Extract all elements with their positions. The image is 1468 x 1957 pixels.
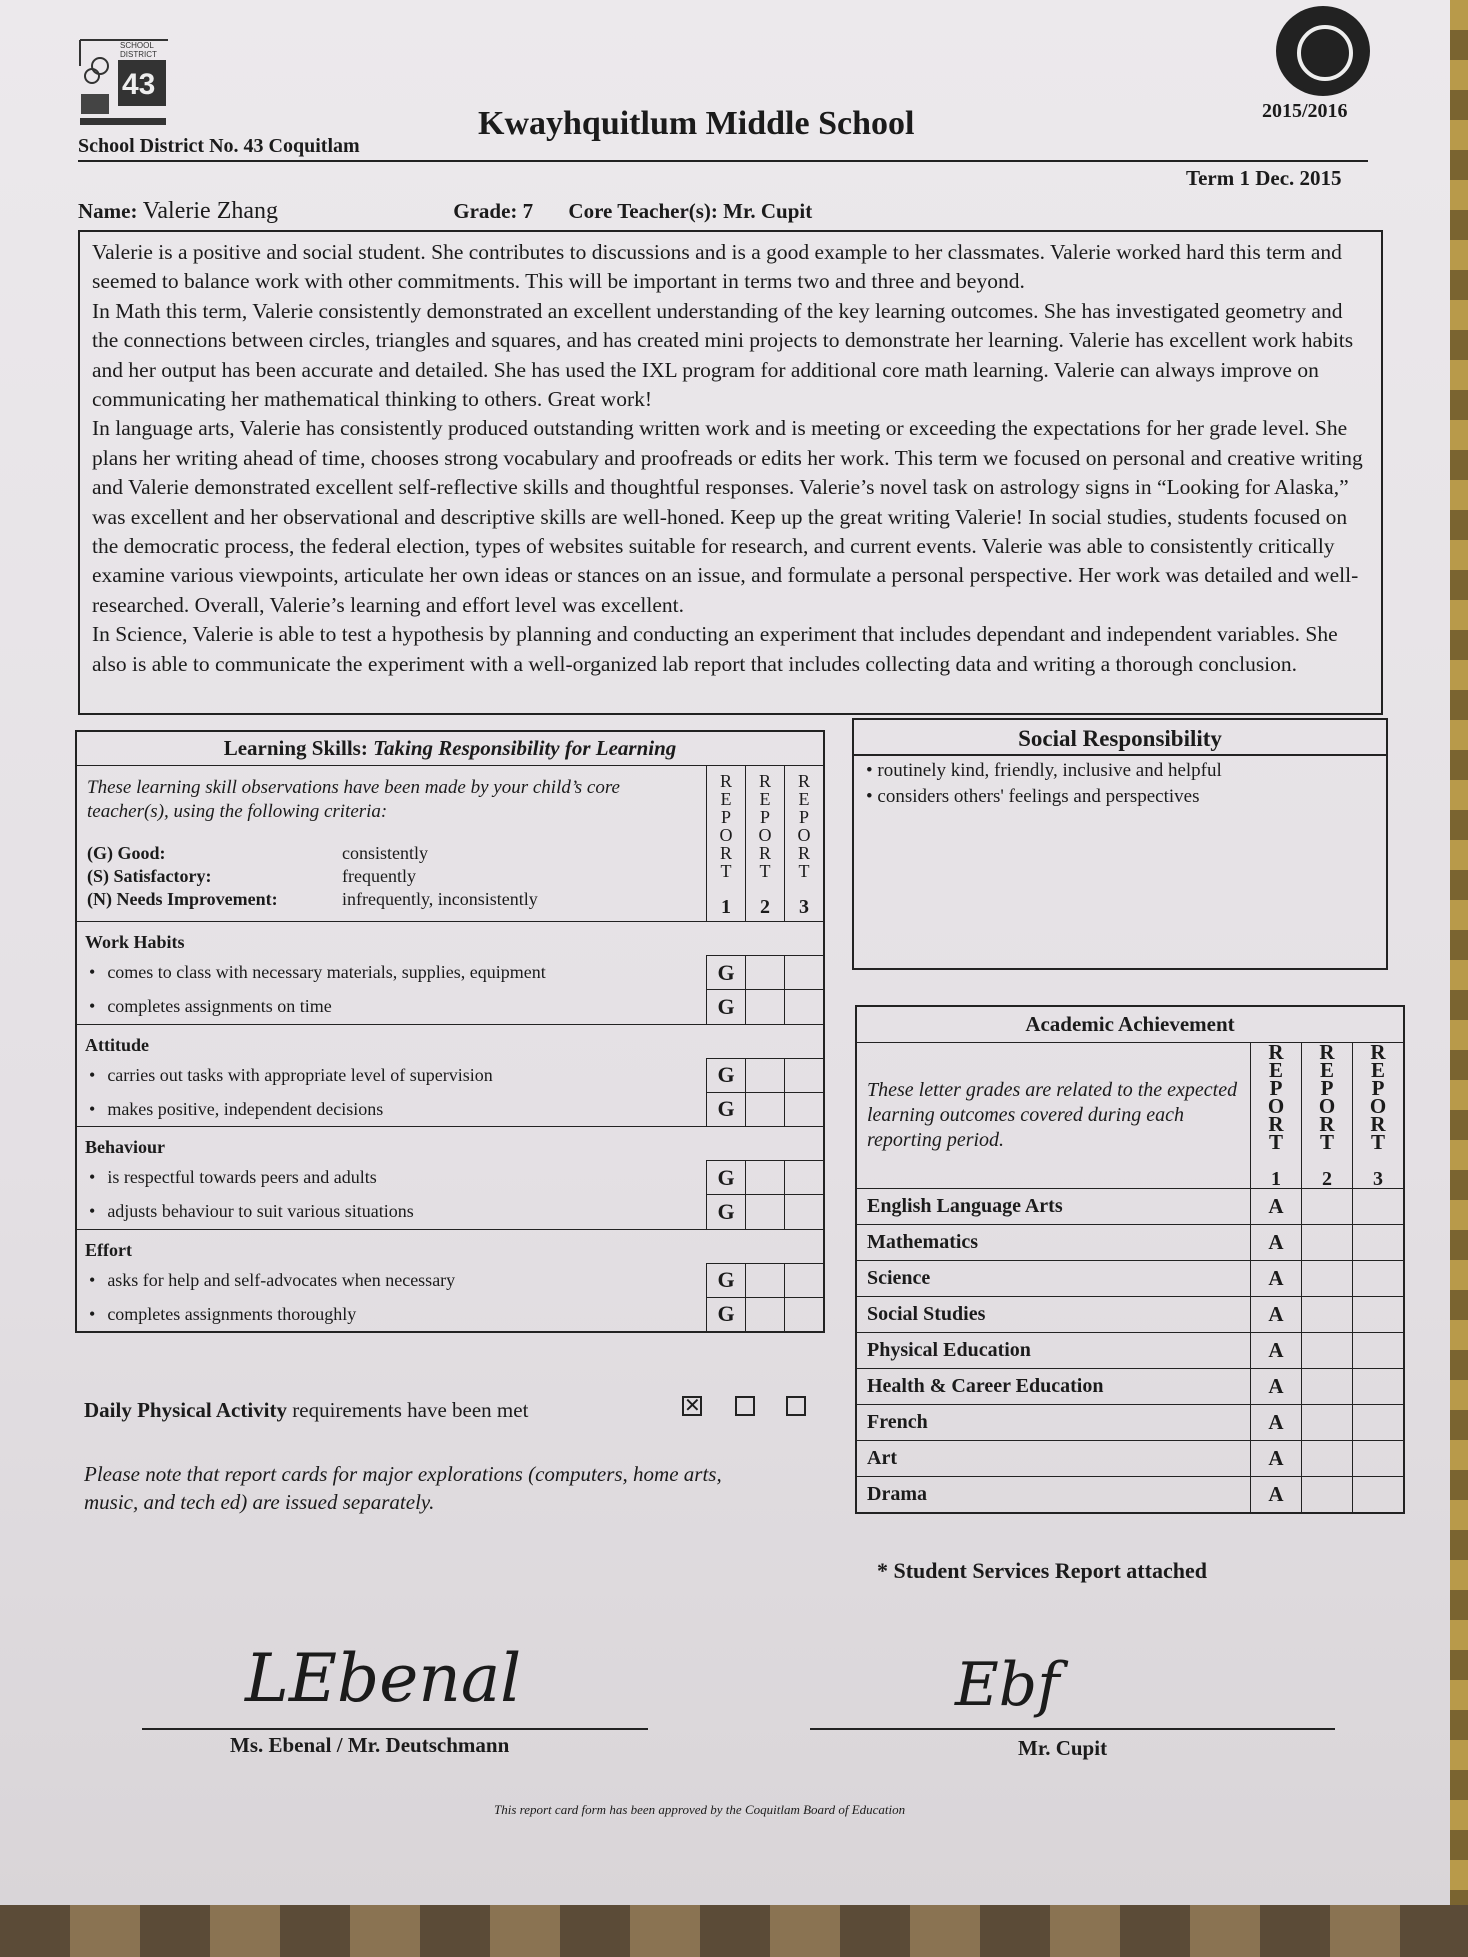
comment-general: Valerie is a positive and social student. She contributes to discussions and is a good example to her classmates. Valerie worked hard this term and seemed to balance work with other commitments. This will be important in terms two and three and beyond. xyxy=(92,240,1342,294)
report-label: R E P O R T xyxy=(719,770,733,881)
signature-right: Ebf xyxy=(955,1650,1060,1720)
report-2-header: R E P O R T 2 xyxy=(1302,1043,1353,1189)
footer-approval: This report card form has been approved by the Coquitlam Board of Education xyxy=(494,1802,906,1817)
subject-row xyxy=(856,1369,1404,1405)
background-tablecloth xyxy=(1450,0,1468,1905)
student-info-row xyxy=(78,198,1378,225)
section-header xyxy=(76,922,824,956)
report-label: R E P O R T xyxy=(797,770,811,881)
grade-report-2 xyxy=(1302,1369,1353,1405)
academic-achievement-table xyxy=(855,1005,1405,1514)
report-label: R E P O R T xyxy=(1267,1040,1285,1154)
skill-text: • carries out tasks with appropriate level of supervision xyxy=(76,1058,707,1092)
skill-text: • completes assignments thoroughly xyxy=(76,1297,707,1332)
subject-name: French xyxy=(856,1405,1251,1441)
teacher-comments xyxy=(78,230,1383,715)
grade-report-3 xyxy=(1353,1369,1405,1405)
svg-text:DISTRICT: DISTRICT xyxy=(120,50,157,59)
grade-report-3 xyxy=(785,1161,825,1195)
grade-report-1: A xyxy=(1251,1261,1302,1297)
comment-language-arts: In language arts, Valerie has consistently produced outstanding written work and is meeting or exceeding the expectations for her grade level. She plans her writing ahead of time, chooses strong vocabulary and proofreads or edits her work. This term we focused on personal and creative writing and Valerie demonstrated excellent self-reflective skills and thoughtful responses. Valerie’s novel task on astrology signs in “Looking for Alaska,” was excellent and her observational and descriptive skills are well-honed. Keep up the great writing Valerie! In social studies, students focused on the democratic process, the federal election, types of websites suitable for research, and current events. Valerie was able to consistently critically examine various viewpoints, articulate her own ideas or stances on an issue, and formulate a personal perspective. Her work was detailed and well-researched. Overall, Valerie’s learning and effort level was excellent. xyxy=(92,416,1363,617)
criteria-desc: infrequently, inconsistently xyxy=(342,889,538,909)
subject-row xyxy=(856,1333,1404,1369)
grade-report-2 xyxy=(746,990,785,1025)
subject-name: Science xyxy=(856,1261,1251,1297)
grade-report-3 xyxy=(1353,1297,1405,1333)
learning-skills-table xyxy=(75,730,825,1333)
grade-report-1: G xyxy=(707,1161,746,1195)
comment-science: In Science, Valerie is able to test a hypothesis by planning and conducting an experiment that includes dependant and independent variables. She also is able to communicate the experiment with a well-organized lab report that includes collecting data and writing a thorough conclusion. xyxy=(92,622,1338,676)
criteria-desc: frequently xyxy=(342,866,416,886)
grade-report-3 xyxy=(1353,1441,1405,1477)
subject-name: Physical Education xyxy=(856,1333,1251,1369)
subject-row xyxy=(856,1261,1404,1297)
criteria-code: (N) Needs Improvement: xyxy=(87,889,278,909)
grade-report-1: A xyxy=(1251,1333,1302,1369)
grade-report-1: A xyxy=(1251,1297,1302,1333)
section-header xyxy=(76,1127,824,1161)
grade-report-3 xyxy=(785,990,825,1025)
grade-report-1: A xyxy=(1251,1225,1302,1261)
grade-report-3 xyxy=(785,956,825,990)
subject-row xyxy=(856,1225,1404,1261)
criteria-intro: These learning skill observations have been made by your child’s core teacher(s), using the following criteria: xyxy=(87,777,620,822)
grade-report-1: G xyxy=(707,1058,746,1092)
grade-report-3 xyxy=(1353,1477,1405,1514)
dpa-checkbox-1[interactable]: ✕ xyxy=(684,1395,701,1417)
grade-report-1: A xyxy=(1251,1189,1302,1225)
skill-text: • asks for help and self-advocates when necessary xyxy=(76,1263,707,1297)
criteria-row xyxy=(87,842,696,865)
grade-report-3 xyxy=(785,1058,825,1092)
teacher: Mr. Cupit xyxy=(723,199,813,223)
grade-report-1: A xyxy=(1251,1369,1302,1405)
skill-row xyxy=(76,1092,824,1127)
grade-report-2 xyxy=(746,1161,785,1195)
skill-row xyxy=(76,1195,824,1230)
skill-text: • comes to class with necessary materials, supplies, equipment xyxy=(76,956,707,990)
skill-row xyxy=(76,1161,824,1195)
grade-report-2 xyxy=(1302,1333,1353,1369)
grade-report-2 xyxy=(746,1195,785,1230)
signer-left-name: Ms. Ebenal / Mr. Deutschmann xyxy=(230,1733,510,1757)
name-label: Name: xyxy=(78,199,138,223)
skill-text: • adjusts behaviour to suit various situations xyxy=(76,1195,707,1230)
report-2-header: R E P O R T 2 xyxy=(746,766,785,922)
grade-report-2 xyxy=(1302,1225,1353,1261)
grade-report-2 xyxy=(1302,1405,1353,1441)
social-item: • considers others' feelings and perspectives xyxy=(866,786,1200,807)
subject-row xyxy=(856,1189,1404,1225)
report-3-header: R E P O R T 3 xyxy=(785,766,825,922)
background-tablecloth-bottom xyxy=(0,1905,1468,1957)
section-name: Work Habits xyxy=(76,922,824,956)
school-name: Kwayhquitlum Middle School xyxy=(478,105,915,142)
title-text: Learning Skills: xyxy=(223,736,368,760)
criteria-cell xyxy=(76,766,707,922)
skill-text: • makes positive, independent decisions xyxy=(76,1092,707,1127)
dpa-checkbox-2[interactable] xyxy=(735,1396,755,1416)
social-responsibility-title: Social Responsibility xyxy=(854,720,1386,756)
grade-report-3 xyxy=(785,1263,825,1297)
grade-report-3 xyxy=(1353,1405,1405,1441)
grade-report-2 xyxy=(746,1297,785,1332)
subject-row xyxy=(856,1405,1404,1441)
grade-report-2 xyxy=(746,956,785,990)
grade-report-3 xyxy=(1353,1189,1405,1225)
grade-report-1: A xyxy=(1251,1477,1302,1514)
grade-report-1: G xyxy=(707,990,746,1025)
subtitle-text: Taking Responsibility for Learning xyxy=(373,736,677,760)
grade-report-3 xyxy=(1353,1333,1405,1369)
academic-intro: These letter grades are related to the expected learning outcomes covered during each reporting period. xyxy=(856,1043,1251,1189)
academic-title: Academic Achievement xyxy=(856,1006,1404,1043)
dpa-checkbox-3[interactable] xyxy=(786,1396,806,1416)
criteria-desc: consistently xyxy=(342,843,428,863)
subject-name: Drama xyxy=(856,1477,1251,1514)
grade-report-2 xyxy=(1302,1297,1353,1333)
criteria-code: (G) Good: xyxy=(87,843,166,863)
skill-row xyxy=(76,990,824,1025)
section-header xyxy=(76,1024,824,1058)
grade-report-2 xyxy=(1302,1477,1353,1514)
section-name: Attitude xyxy=(76,1024,824,1058)
svg-text:43: 43 xyxy=(122,68,156,101)
skill-row xyxy=(76,1263,824,1297)
grade-report-2 xyxy=(1302,1441,1353,1477)
criteria-code: (S) Satisfactory: xyxy=(87,866,212,886)
grade-report-1: G xyxy=(707,956,746,990)
term: Term 1 Dec. 2015 xyxy=(1186,166,1342,190)
grade-report-1: G xyxy=(707,1263,746,1297)
comment-math: In Math this term, Valerie consistently demonstrated an excellent understanding of the key learning outcomes. She has investigated geometry and the connections between circles, triangles and squares, and has created mini projects to demonstrate her learning. Valerie has excellent work habits and her output has been accurate and detailed. She has used the IXL program for additional core math learning. Valerie can always improve on communicating her mathematical thinking to others. Great work! xyxy=(92,298,1354,412)
grade-report-1: A xyxy=(1251,1405,1302,1441)
subject-name: Mathematics xyxy=(856,1225,1251,1261)
grade-label: Grade: xyxy=(453,199,518,223)
grade-report-2 xyxy=(1302,1261,1353,1297)
grade: 7 xyxy=(522,199,534,223)
report-1-header: R E P O R T 1 xyxy=(707,766,746,922)
subject-name: Social Studies xyxy=(856,1297,1251,1333)
signature-line-right xyxy=(810,1728,1335,1730)
dpa-rest: requirements have been met xyxy=(287,1398,529,1422)
report-label: R E P O R T xyxy=(1369,1040,1387,1154)
signature-left: LEbenal xyxy=(245,1640,522,1717)
grade-report-3 xyxy=(785,1297,825,1332)
explorations-note: Please note that report cards for major explorations (computers, home arts, music, and tech ed) are issued separately. xyxy=(84,1462,722,1514)
subject-name: Art xyxy=(856,1441,1251,1477)
subject-name: Health & Career Education xyxy=(856,1369,1251,1405)
criteria-row xyxy=(87,865,696,888)
report-label: R E P O R T xyxy=(1318,1040,1336,1154)
skill-row xyxy=(76,956,824,990)
grade-report-2 xyxy=(746,1092,785,1127)
grade-report-1: G xyxy=(707,1297,746,1332)
grade-report-3 xyxy=(785,1195,825,1230)
dpa-bold: Daily Physical Activity xyxy=(84,1398,287,1422)
grade-report-3 xyxy=(1353,1225,1405,1261)
criteria-row xyxy=(87,888,696,911)
teacher-label: Core Teacher(s): xyxy=(568,199,718,223)
student-name: Valerie Zhang xyxy=(142,198,279,224)
skill-text: • completes assignments on time xyxy=(76,990,707,1025)
header-divider xyxy=(78,160,1368,162)
section-name: Behaviour xyxy=(76,1127,824,1161)
grade-report-1: A xyxy=(1251,1441,1302,1477)
report-1-header: R E P O R T 1 xyxy=(1251,1043,1302,1189)
district-name: School District No. 43 Coquitlam xyxy=(78,135,360,157)
dpa-statement xyxy=(84,1398,528,1423)
learning-skills-title xyxy=(76,731,824,766)
section-header xyxy=(76,1229,824,1263)
skill-row xyxy=(76,1297,824,1332)
social-responsibility-box xyxy=(852,718,1388,970)
subject-row xyxy=(856,1441,1404,1477)
report-3-header: R E P O R T 3 xyxy=(1353,1043,1405,1189)
school-district-logo xyxy=(78,36,168,126)
school-year: 2015/2016 xyxy=(1262,100,1348,122)
grade-report-3 xyxy=(785,1092,825,1127)
subject-name: English Language Arts xyxy=(856,1189,1251,1225)
subject-row xyxy=(856,1477,1404,1514)
grade-report-1: G xyxy=(707,1195,746,1230)
report-label: R E P O R T xyxy=(758,770,772,881)
school-emblem xyxy=(1276,6,1370,96)
subject-row xyxy=(856,1297,1404,1333)
svg-text:SCHOOL: SCHOOL xyxy=(120,41,154,50)
social-item: • routinely kind, friendly, inclusive and helpful xyxy=(866,760,1222,781)
grade-report-3 xyxy=(1353,1261,1405,1297)
skill-text: • is respectful towards peers and adults xyxy=(76,1161,707,1195)
grade-report-2 xyxy=(746,1058,785,1092)
section-name: Effort xyxy=(76,1229,824,1263)
grade-report-2 xyxy=(746,1263,785,1297)
grade-report-1: G xyxy=(707,1092,746,1127)
signer-right-name: Mr. Cupit xyxy=(1018,1736,1108,1760)
student-services-note: * Student Services Report attached xyxy=(877,1558,1207,1583)
grade-report-2 xyxy=(1302,1189,1353,1225)
signature-line-left xyxy=(142,1728,648,1730)
skill-row xyxy=(76,1058,824,1092)
